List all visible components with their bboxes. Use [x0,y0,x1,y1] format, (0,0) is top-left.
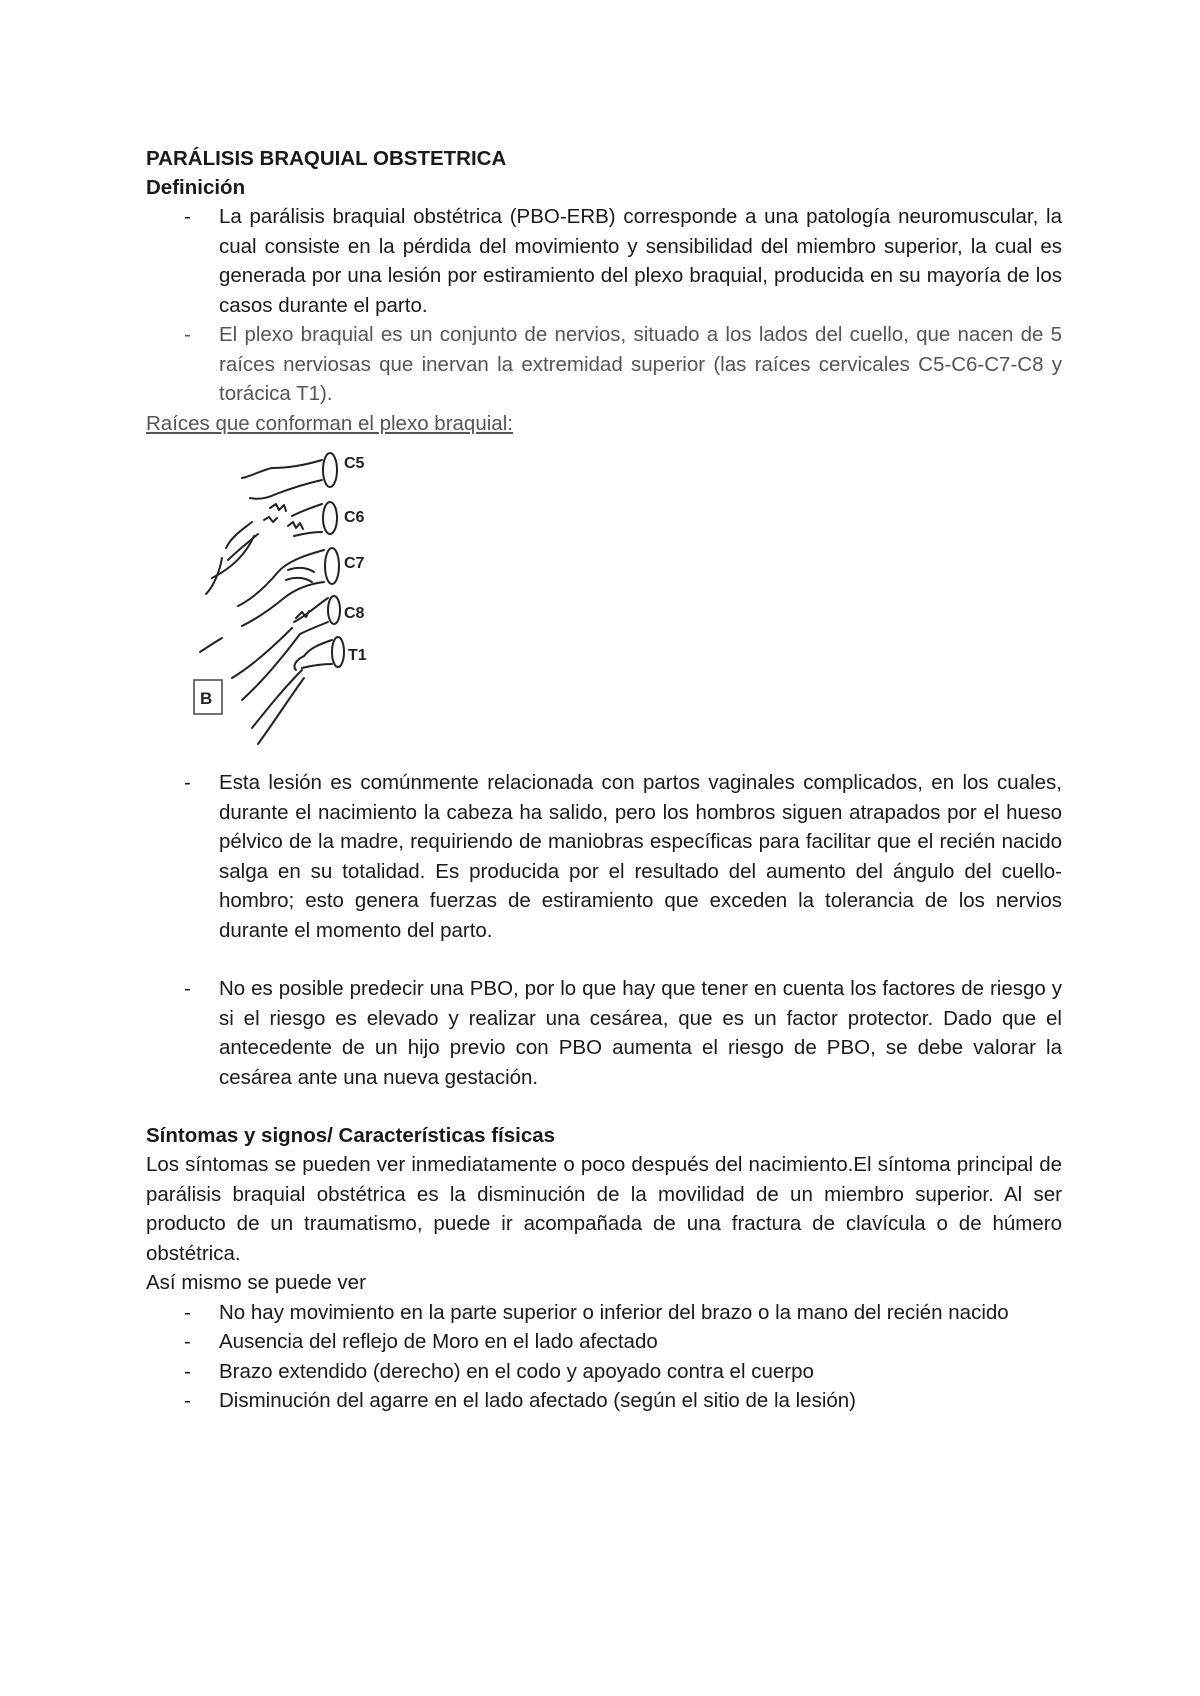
dash-bullet: - [184,1359,191,1383]
document-title: PARÁLISIS BRAQUIAL OBSTETRICA [146,147,507,170]
dash-bullet: - [184,1389,191,1412]
blank-line [146,945,1062,974]
list-item [146,974,1062,1092]
dash-bullet: - [184,323,191,346]
causes-list [146,768,1062,945]
dash-bullet: - [184,205,191,228]
root-label-c6: C6 [344,509,365,526]
list-item-text: No hay movimiento en la parte superior o inferior del brazo o la mano del recién nacido [219,1300,1009,1324]
figure-caption: Raíces que conforman el plexo braquial: [146,411,513,435]
list-item-text: No es posible predecir una PBO, por lo que hay que tener en cuenta los factores de riesgo y si el riesgo es elevado y realizar una cesárea, que es un factor protector. Dado que el antecedente de un hijo previo con PBO aumenta el riesgo de PBO, se debe valorar la cesárea ante una nueva gestación. [219,977,1062,1089]
symptoms-paragraph: Los síntomas se pueden ver inmediatamente o poco después del nacimiento.El síntoma principal de parálisis braquial obstétrica es la disminución de la movilidad de un miembro superior. Al ser producto de un traumatismo, puede ir acompañada de una fractura de clavícula o de húmero obstétrica. [146,1153,1062,1265]
symptoms-list [146,1298,1062,1416]
blank-line [146,1092,1062,1121]
definition-list [146,202,1062,409]
list-item [146,1386,1062,1416]
dash-bullet: - [184,1300,191,1324]
list-item-text: Esta lesión es comúnmente relacionada con partos vaginales complicados, en los cuales, durante el nacimiento la cabeza ha salido, pero los hombros siguen atrapados por el hueso pélvico de la madre, requiriendo de maniobras específicas para facilitar que el recién nacido salga en su totalidad. Es producida por el resultado del aumento del ángulo del cuello-hombro; esto genera fuerzas de estiramiento que exceden la tolerancia de los nervios durante el momento del parto. [219,771,1062,942]
brachial-plexus-figure [192,438,452,768]
list-item-text: La parálisis braquial obstétrica (PBO-ERB) corresponde a una patología neuromuscular, la cual consiste en la pérdida del movimiento y sensibilidad del miembro superior, la cual es generada por una lesión por estiramiento del plexo braquial, producida en su mayoría de los casos durante el parto. [219,205,1062,317]
list-item-text: Ausencia del reflejo de Moro en el lado afectado [219,1330,658,1353]
dash-bullet: - [184,1330,191,1353]
document-page [146,144,1062,1416]
list-item-text: Disminución del agarre en el lado afectado (según el sitio de la lesión) [219,1389,857,1412]
list-item [146,202,1062,320]
list-item [146,1298,1062,1328]
symptoms-heading: Síntomas y signos/ Características físicas [146,1124,556,1147]
list-item [146,320,1062,409]
root-label-c8: C8 [344,605,365,622]
panel-letter: B [200,689,213,708]
definition-heading: Definición [146,176,246,199]
root-label-t1: T1 [348,647,367,664]
root-label-c5: C5 [344,455,365,472]
prediction-list [146,974,1062,1092]
list-item-text: Brazo extendido (derecho) en el codo y apoyado contra el cuerpo [219,1359,814,1383]
brachial-plexus-drawing [192,438,452,768]
dash-bullet: - [184,977,191,1000]
list-item-text: El plexo braquial es un conjunto de nervios, situado a los lados del cuello, que nacen de 5 raíces nerviosas que inervan la extremidad superior (las raíces cervicales C5-C6-C7-C8 y torácica T1). [219,323,1062,405]
list-item [146,768,1062,945]
list-item [146,1327,1062,1357]
list-item [146,1357,1062,1387]
root-label-c7: C7 [344,555,365,572]
dash-bullet: - [184,771,191,794]
symptoms-lead: Así mismo se puede ver [146,1271,366,1294]
